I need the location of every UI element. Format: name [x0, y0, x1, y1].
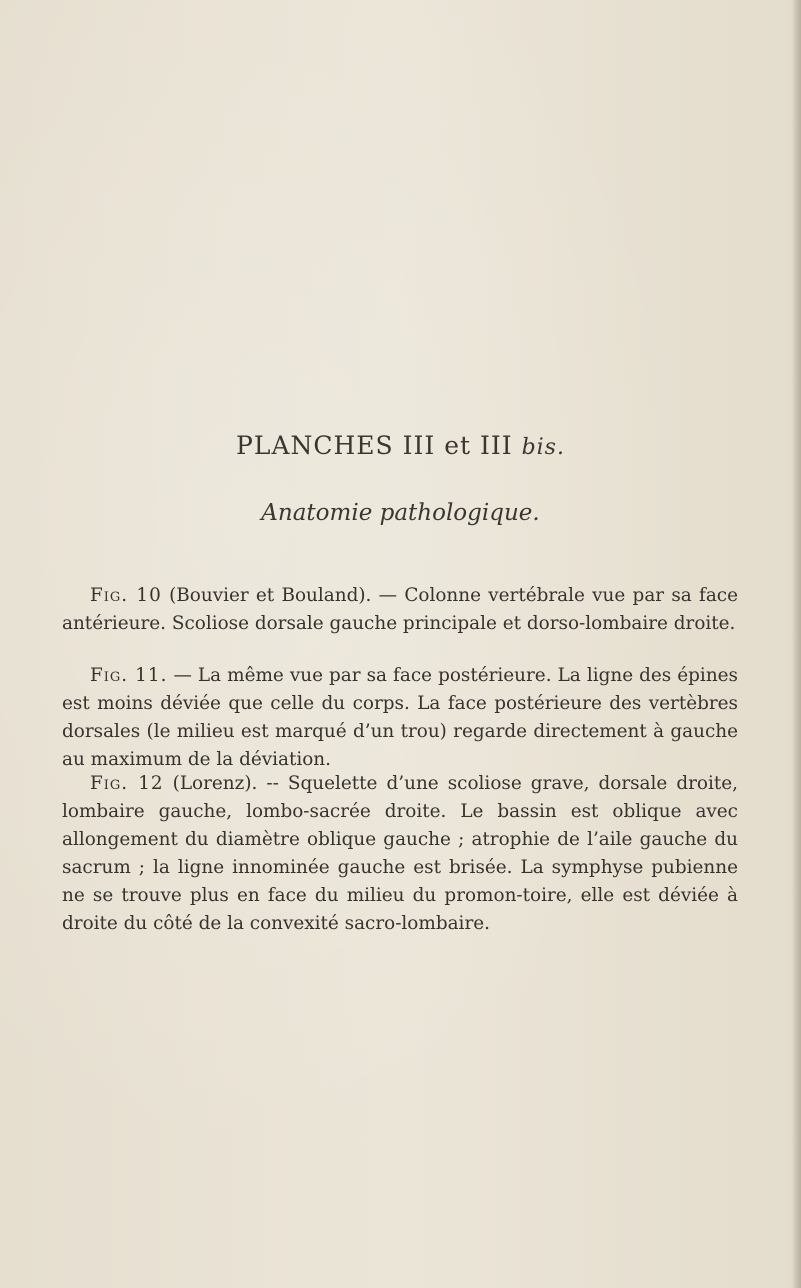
page-edge-shadow — [791, 0, 801, 1288]
figure-caption-12 — [62, 770, 738, 938]
figure-caption-11 — [62, 662, 738, 774]
caption-text: — La même vue par sa face postérieure. La ligne des épines est moins déviée que celle du corps. La face postérieure des vertèbres dorsales (le milieu est marqué d’un trou) regarde directement à gauche au maximum de la déviation. — [62, 665, 738, 770]
title-main: PLANCHES III et III — [236, 431, 513, 460]
figure-label: Fig. 12 — [90, 773, 164, 794]
figure-caption-10 — [62, 582, 738, 638]
caption-text: (Lorenz). -- Squelette d’une scoliose grave, dorsale droite, lombaire gauche, lombo-sacrée droite. Le bassin est oblique avec allongement du diamètre oblique gauche ; atrophie de l’aile gauche du sacrum ; la ligne innominée gauche est brisée. La symphyse pubienne ne se trouve plus en face du milieu du promon-toire, elle est déviée à droite du côté de la convexité sacro-lombaire. — [62, 773, 738, 934]
title-suffix: bis. — [521, 435, 565, 460]
section-subtitle: Anatomie pathologique. — [261, 500, 540, 526]
figure-label: Fig. 11. — [90, 665, 168, 686]
figure-label: Fig. 10 — [90, 585, 162, 606]
caption-text: (Bouvier et Bouland). — Colonne vertébrale vue par sa face antérieure. Scoliose dorsale gauche principale et dorso-lombaire droite. — [62, 585, 738, 634]
page-title — [0, 431, 801, 460]
